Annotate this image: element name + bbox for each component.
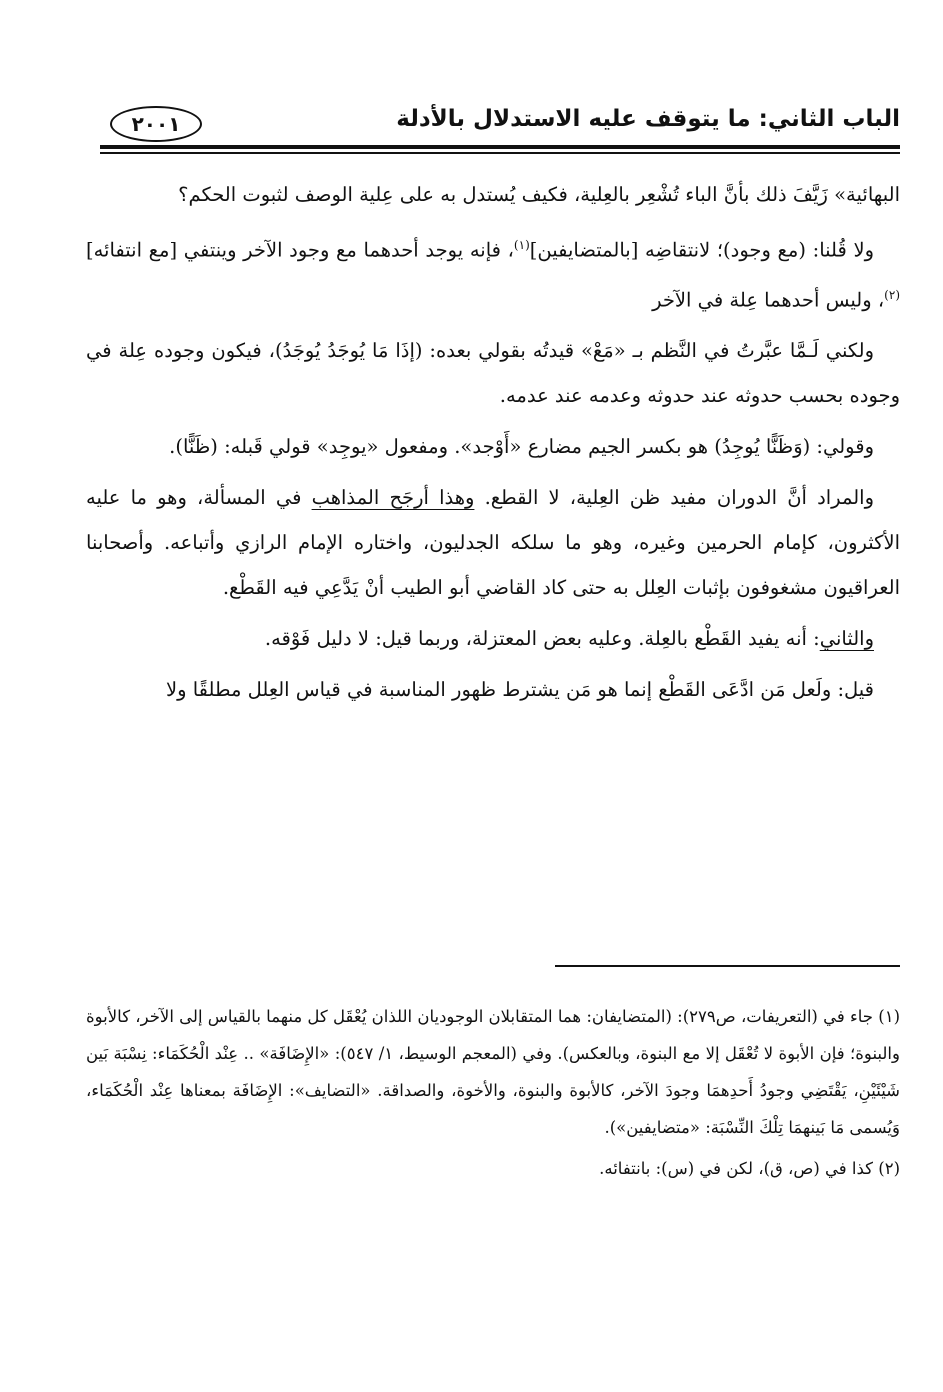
paragraph-5-text-b: في المسألة، وهو ما عليه الأكثرون، كإمام الحرمين وغيره، وهو ما سلكه الجدليون، واختاره الإمام الرازي وأتباعه. وأصحابنا العراقيون مشغوفون بإثبات العِلل به حتى كاد القاضي أبو الطيب أنْ يَدَّعِي فيه القَطْع. [86, 486, 900, 599]
paragraph-7 [86, 667, 900, 712]
paragraph-3 [86, 328, 900, 418]
footnotes [86, 998, 900, 1191]
paragraph-5-text-a: والمراد أنَّ الدوران مفيد ظن العِلية، لا القطع. [474, 486, 874, 509]
footnote-2: (٢) كذا في (ص، ق)، لكن في (س): بانتفائه. [599, 1159, 900, 1178]
running-header [100, 100, 900, 150]
footnote-ref-1[interactable]: (١) [513, 238, 530, 252]
chapter-title: الباب الثاني: ما يتوقف عليه الاستدلال بالأدلة [396, 106, 900, 132]
paragraph-1 [86, 172, 900, 217]
paragraph-2-text-b: ، فإنه يوجد أحدهما مع وجود الآخر وينتفي [مع انتفائه] [86, 238, 514, 262]
body-text [86, 172, 900, 718]
paragraph-4-text: وقولي: (وَظَنًّا يُوجِدُ) هو بكسر الجيم مضارع «أَوْجد». ومفعول «يوجِد» قولي قَبله: (ظَنًّا). [169, 435, 874, 458]
footnote-separator [555, 965, 900, 967]
paragraph-6 [86, 616, 900, 661]
paragraph-5 [86, 475, 900, 610]
paragraph-2-text-a: ولا قُلنا: (مع وجود)؛ لانتقاضِه [بالمتضايفين] [529, 238, 875, 262]
header-rule-thick [100, 145, 900, 149]
paragraph-4 [86, 424, 900, 469]
header-rule-thin [100, 152, 900, 154]
page-number: ٢٠٠١ [110, 106, 202, 142]
paragraph-7-text: قيل: ولَعل مَن ادَّعَى القَطْع إنما هو مَن يشترط ظهور المناسبة في قياس العِلل مطلقًا ولا [165, 678, 874, 701]
paragraph-1-text: البهائية» زَيَّفَ ذلك بأنَّ الباء تُشْعِر بالعِلية، فكيف يُستدل به على عِلية الوصف لثبوت الحكم؟ [178, 183, 900, 206]
paragraph-5-underlined: وهذا أرجَح المذاهب [311, 486, 475, 509]
footnote-1: (١) جاء في (التعريفات، ص٢٧٩): (المتضايفان: هما المتقابلان الوجوديان اللذان يُعْقَل كل منهما بالقياس إلى الآخر، كالأبوة والبنوة؛ فإن الأبوة لا تُعْقَل إلا مع البنوة، وبالعكس). وفي (المعجم الوسيط، ١/ ٥٤٧): «الإِضَافَة» .. عِنْد الْحُكَمَاء: نِسْبَة بَين شَيْئَيْنِ، يَقْتَضِي وجودُ أَحدِهمَا وجودَ الآخر، كالأبوة والبنوة، والأخوة، والصداقة. «التضايف»: الإِضَافَة بمعناها عِنْد الْحُكَمَاء، وَيُسمى مَا بَينهمَا تِلْكَ النِّسْبَة: «متضايفين»). [86, 1007, 900, 1137]
paragraph-2 [86, 223, 900, 322]
footnote-ref-2[interactable]: (٢) [884, 287, 900, 302]
paragraph-6-text: : أنه يفيد القَطْع بالعِلة. وعليه بعض المعتزلة، وربما قيل: لا دليل فَوْقه. [264, 627, 820, 650]
paragraph-2-text-c: ، وليس أحدهما عِلة في الآخر [652, 288, 885, 311]
paragraph-6-underlined: والثاني [819, 627, 874, 650]
paragraph-3-text: ولكني لَـمَّا عبَّرتُ في النَّظم بـ «مَعْ» قيدتُه بقولي بعده: (إذَا مَا يُوجَدُ يُوجَدُ)، فيكون وجوده عِلة في وجوده بحسب حدوثه عند حدوثه وعدمه عند عدمه. [86, 339, 900, 407]
